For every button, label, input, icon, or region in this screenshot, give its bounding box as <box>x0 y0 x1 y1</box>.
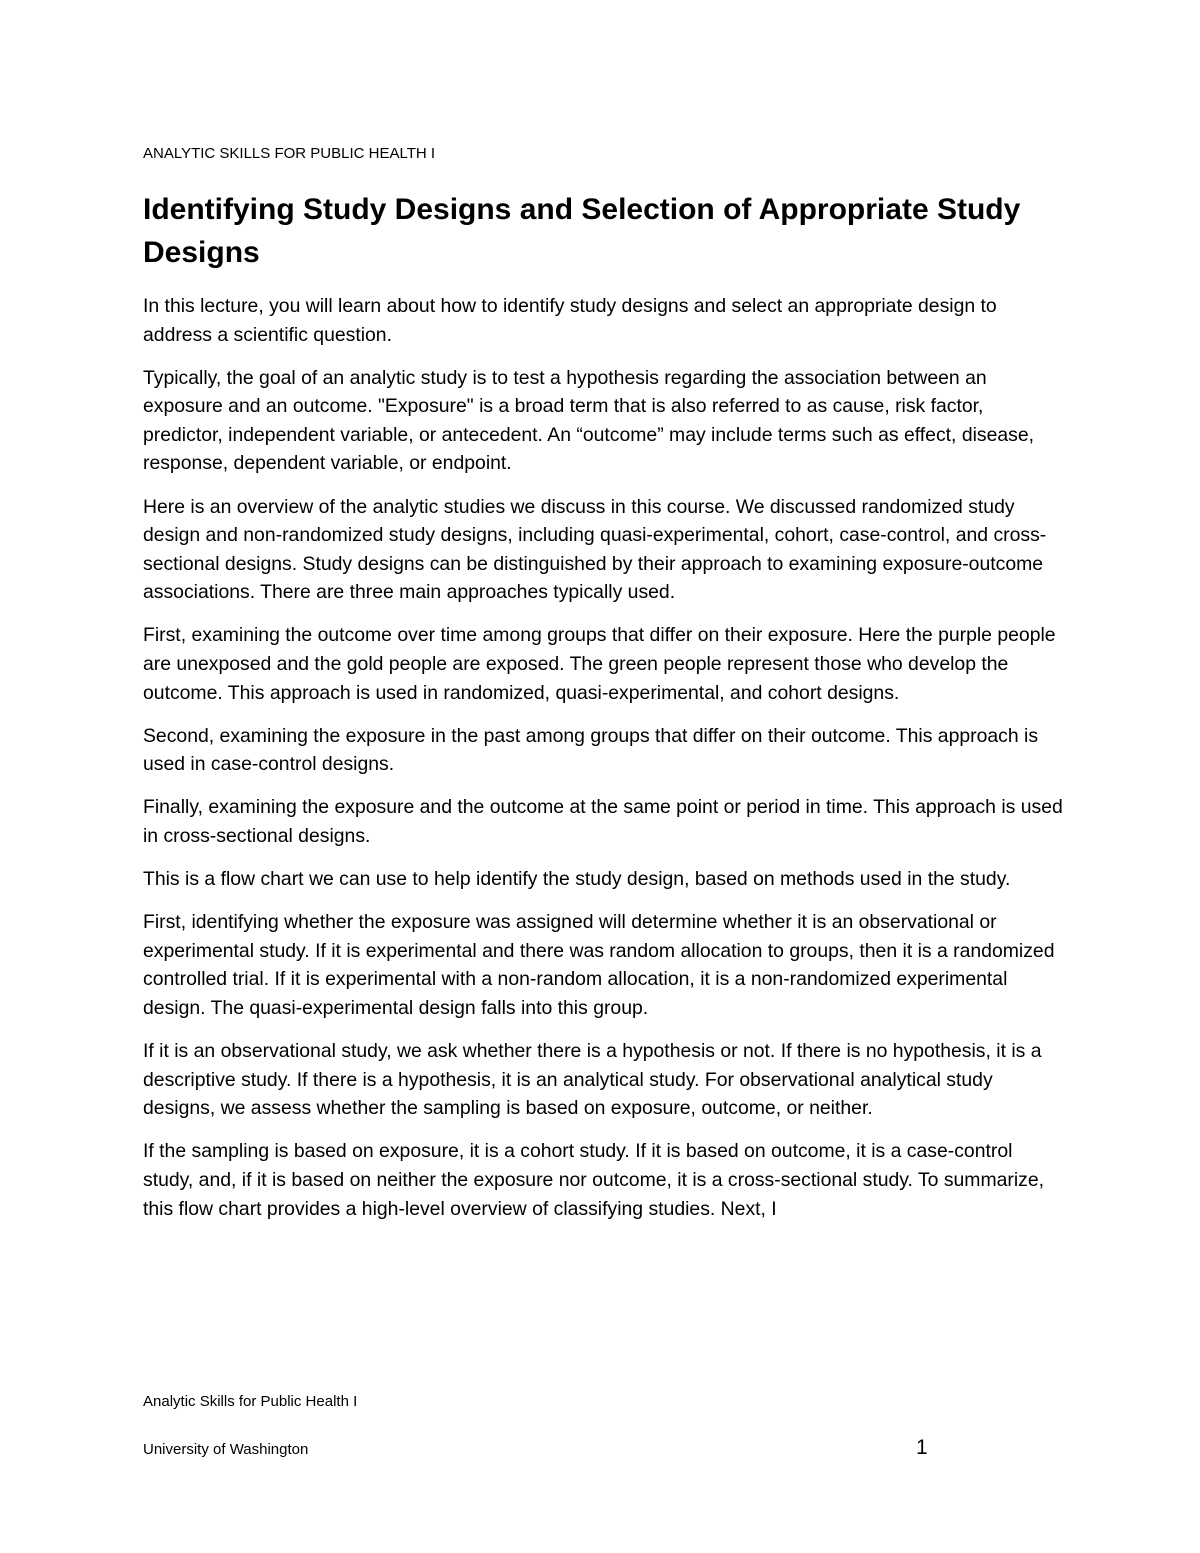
page-number: 1 <box>916 1436 928 1459</box>
footer-university: University of Washington <box>143 1441 309 1458</box>
paragraph: If it is an observational study, we ask whether there is a hypothesis or not. If there is no hypothesis, it is a descriptive study. If there is a hypothesis, it is an analytical study. For observational analytical study designs, we assess whether the sampling is based on exposure, outcome, or neither. <box>143 1040 1042 1120</box>
paragraph: First, identifying whether the exposure was assigned will determine whether it is an observational or experimental study. If it is experimental and there was random allocation to groups, then it is a randomized controlled trial. If it is experimental with a non-random allocation, it is a non-randomized experimental design. The quasi-experimental design falls into this group. <box>143 911 1055 1019</box>
paragraph: Typically, the goal of an analytic study is to test a hypothesis regarding the association between an exposure and an outcome. "Exposure" is a broad term that is also referred to as cause, risk factor, predictor, independent variable, or antecedent. An “outcome” may include terms such as effect, disease, response, dependent variable, or endpoint. <box>143 366 1035 475</box>
paragraph: In this lecture, you will learn about how to identify study designs and select an appropriate design to address a scientific question. <box>143 295 997 346</box>
running-header: ANALYTIC SKILLS FOR PUBLIC HEALTH I <box>143 145 436 162</box>
paragraph: First, examining the outcome over time among groups that differ on their exposure. Here the purple people are unexposed and the gold people are exposed. The green people represent those who develop the outcome. This approach is used in randomized, quasi-experimental, and cohort designs. <box>143 624 1056 704</box>
paragraph: Finally, examining the exposure and the outcome at the same point or period in time. This approach is used in cross-sectional designs. <box>143 796 1063 847</box>
paragraph: This is a flow chart we can use to help identify the study design, based on methods used in the study. <box>143 868 1011 891</box>
body-text <box>143 292 1063 1238</box>
document-title: Identifying Study Designs and Selection of Appropriate Study Designs <box>143 193 1021 269</box>
footer-course-title: Analytic Skills for Public Health I <box>143 1393 358 1410</box>
paragraph: Second, examining the exposure in the past among groups that differ on their outcome. This approach is used in case-control designs. <box>143 724 1039 776</box>
paragraph: Here is an overview of the analytic studies we discuss in this course. We discussed randomized study design and non-randomized study designs, including quasi-experimental, cohort, case-control, and cross-sectional designs. Study designs can be distinguished by their approach to examining exposure-outcome associations. There are three main approaches typically used. <box>143 495 1047 604</box>
paragraph: If the sampling is based on exposure, it is a cohort study. If it is based on outcome, it is a case-control study, and, if it is based on neither the exposure nor outcome, it is a cross-sectional study. To summarize, this flow chart provides a high-level overview of classifying studies. Next, I <box>143 1140 1045 1220</box>
